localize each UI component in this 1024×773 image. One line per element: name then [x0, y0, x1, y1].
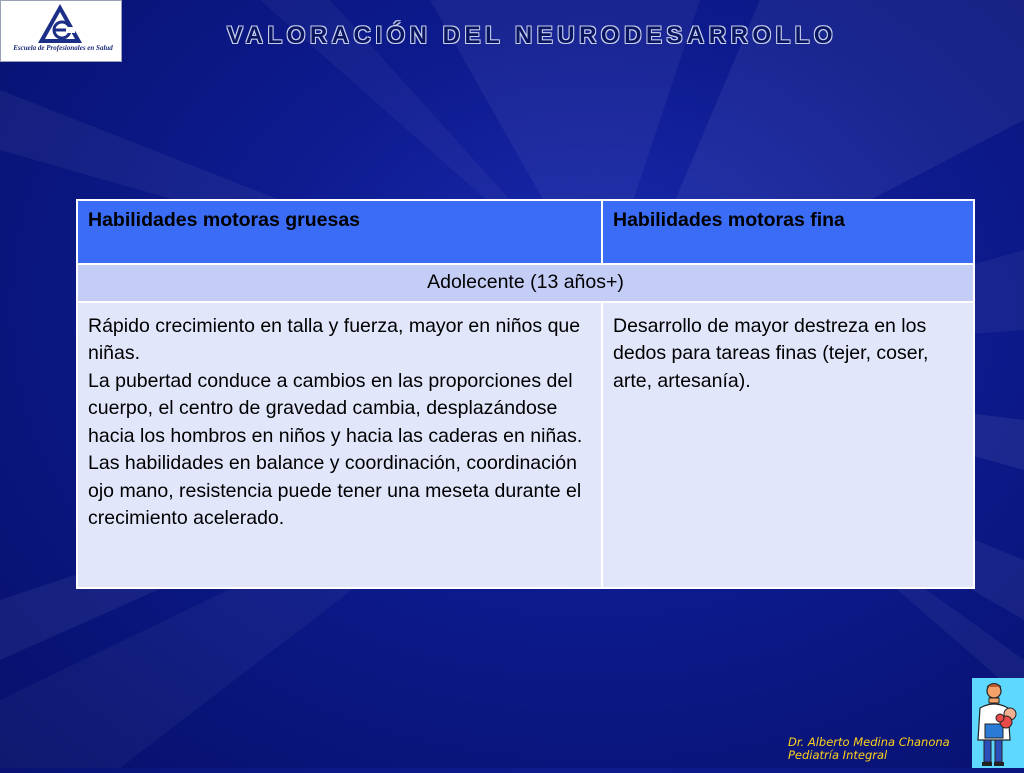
- header-fine-motor: Habilidades motoras fina: [602, 200, 974, 264]
- logo-icon: [37, 3, 83, 45]
- fine-motor-text: Desarrollo de mayor destreza en los dedos para tareas finas (tejer, coser, arte, artesanía).: [613, 314, 929, 392]
- author-name: Dr. Alberto Medina Chanona: [788, 735, 950, 749]
- table-row: [77, 302, 974, 588]
- gross-motor-text: Las habilidades en balance y coordinación, coordinación ojo mano, resistencia puede tener una meseta durante el crecimiento acelerado.: [88, 452, 582, 529]
- stage-label: Adolecente (13 años+): [77, 264, 974, 302]
- logo-text: Escuela de Profesionales en Salud: [13, 44, 113, 52]
- footer-credit: [788, 736, 968, 762]
- author-subtitle: Pediatría Integral: [788, 748, 888, 762]
- table-stage-row: [77, 264, 974, 302]
- header-gross-motor: Habilidades motoras gruesas: [77, 200, 602, 264]
- table-header-row: [77, 200, 974, 264]
- fine-motor-cell: [602, 302, 974, 588]
- gross-motor-cell: [77, 302, 602, 588]
- page-title: VALORACIÓN DEL NEURODESARROLLO: [226, 22, 838, 49]
- motor-skills-table: [76, 199, 975, 589]
- corner-illustration: [972, 678, 1024, 768]
- gross-motor-text: Rápido crecimiento en talla y fuerza, mayor en niños que niñas.: [88, 314, 581, 364]
- gross-motor-text: La pubertad conduce a cambios en las proporciones del cuerpo, el centro de gravedad cambia, desplazándose hacia los hombros en niños y hacia las caderas en niñas.: [88, 369, 583, 447]
- logo: [0, 0, 122, 62]
- doctor-with-baby-icon: [972, 678, 1024, 768]
